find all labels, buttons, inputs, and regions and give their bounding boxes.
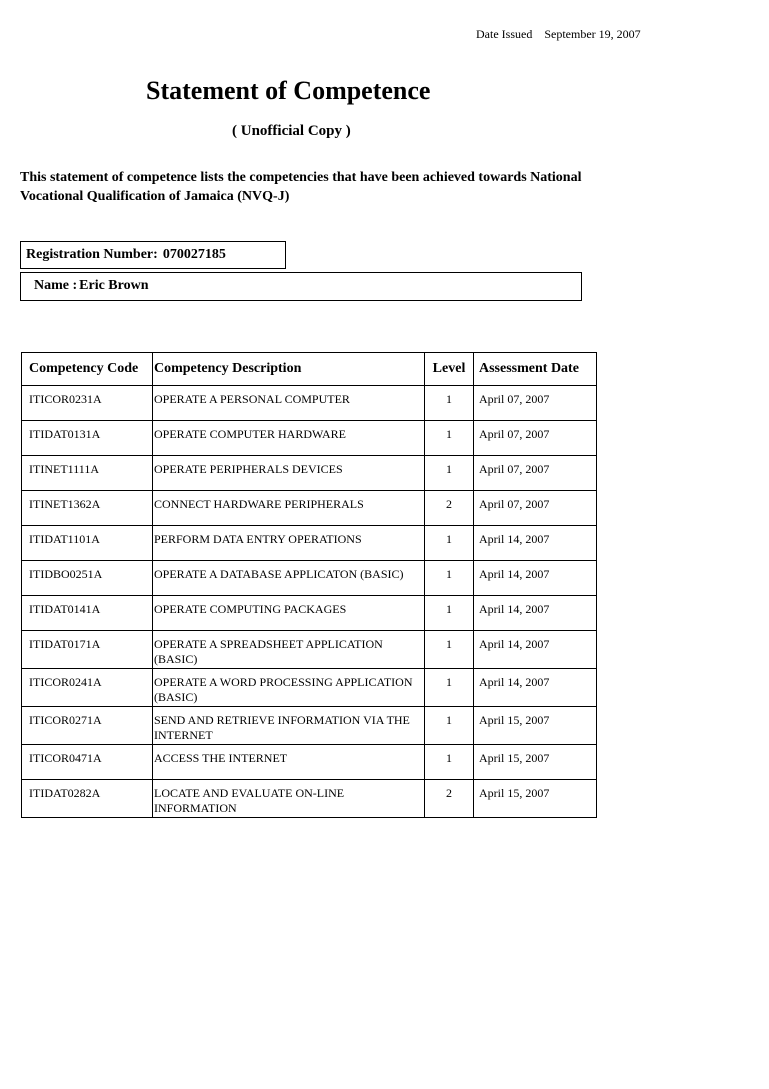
date-issued-value: September 19, 2007 — [544, 27, 641, 41]
cell-description: OPERATE COMPUTING PACKAGES — [153, 596, 425, 631]
page-subtitle: ( Unofficial Copy ) — [232, 123, 351, 139]
registration-value: 070027185 — [162, 247, 226, 262]
cell-date: April 07, 2007 — [474, 386, 597, 421]
table-row — [22, 456, 597, 491]
cell-level: 1 — [425, 421, 474, 456]
intro-paragraph: This statement of competence lists the competencies that have been achieved towards National Vocational Qualification of Jamaica (NVQ-J) — [20, 170, 582, 204]
table-row — [22, 780, 597, 818]
header-competency-description: Competency Description — [153, 353, 425, 386]
name-box — [20, 272, 582, 301]
table-row — [22, 596, 597, 631]
cell-description: SEND AND RETRIEVE INFORMATION VIA THE INTERNET — [153, 707, 425, 745]
cell-code: ITICOR0271A — [22, 707, 153, 745]
table-row — [22, 421, 597, 456]
name-label: Name : — [34, 278, 78, 293]
cell-code: ITICOR0231A — [22, 386, 153, 421]
table-row — [22, 631, 597, 669]
cell-description: ACCESS THE INTERNET — [153, 745, 425, 780]
table-row — [22, 386, 597, 421]
table-row — [22, 669, 597, 707]
cell-description: CONNECT HARDWARE PERIPHERALS — [153, 491, 425, 526]
date-issued — [476, 27, 641, 42]
header-level: Level — [425, 353, 474, 386]
cell-date: April 07, 2007 — [474, 421, 597, 456]
cell-description: OPERATE A DATABASE APPLICATON (BASIC) — [153, 561, 425, 596]
cell-code: ITIDAT0282A — [22, 780, 153, 818]
registration-label: Registration Number: — [26, 247, 158, 262]
cell-date: April 14, 2007 — [474, 596, 597, 631]
header-assessment-date: Assessment Date — [474, 353, 597, 386]
date-issued-label: Date Issued — [476, 27, 533, 41]
table-row — [22, 526, 597, 561]
cell-level: 1 — [425, 596, 474, 631]
table-row — [22, 745, 597, 780]
cell-level: 1 — [425, 526, 474, 561]
cell-description: OPERATE COMPUTER HARDWARE — [153, 421, 425, 456]
cell-date: April 15, 2007 — [474, 780, 597, 818]
cell-date: April 07, 2007 — [474, 456, 597, 491]
cell-code: ITICOR0241A — [22, 669, 153, 707]
cell-description: PERFORM DATA ENTRY OPERATIONS — [153, 526, 425, 561]
cell-level: 1 — [425, 745, 474, 780]
competency-table — [21, 352, 597, 818]
cell-description: LOCATE AND EVALUATE ON-LINE INFORMATION — [153, 780, 425, 818]
cell-date: April 15, 2007 — [474, 707, 597, 745]
cell-date: April 14, 2007 — [474, 631, 597, 669]
cell-level: 1 — [425, 386, 474, 421]
cell-description: OPERATE A PERSONAL COMPUTER — [153, 386, 425, 421]
table-row — [22, 707, 597, 745]
cell-code: ITICOR0471A — [22, 745, 153, 780]
competency-table-body — [22, 386, 597, 818]
registration-box — [20, 241, 286, 269]
cell-date: April 15, 2007 — [474, 745, 597, 780]
table-row — [22, 491, 597, 526]
cell-date: April 07, 2007 — [474, 491, 597, 526]
cell-description: OPERATE A SPREADSHEET APPLICATION (BASIC) — [153, 631, 425, 669]
cell-date: April 14, 2007 — [474, 526, 597, 561]
name-value: Eric Brown — [79, 278, 149, 293]
cell-level: 2 — [425, 780, 474, 818]
table-header-row — [22, 353, 597, 386]
cell-code: ITIDAT1101A — [22, 526, 153, 561]
cell-level: 1 — [425, 456, 474, 491]
cell-level: 1 — [425, 707, 474, 745]
cell-code: ITIDAT0171A — [22, 631, 153, 669]
cell-code: ITIDAT0141A — [22, 596, 153, 631]
cell-level: 1 — [425, 631, 474, 669]
cell-date: April 14, 2007 — [474, 669, 597, 707]
cell-level: 1 — [425, 561, 474, 596]
cell-code: ITIDAT0131A — [22, 421, 153, 456]
cell-date: April 14, 2007 — [474, 561, 597, 596]
cell-code: ITINET1362A — [22, 491, 153, 526]
header-competency-code: Competency Code — [22, 353, 153, 386]
cell-description: OPERATE A WORD PROCESSING APPLICATION (BASIC) — [153, 669, 425, 707]
cell-code: ITIDBO0251A — [22, 561, 153, 596]
cell-level: 1 — [425, 669, 474, 707]
cell-code: ITINET1111A — [22, 456, 153, 491]
page-title: Statement of Competence — [146, 76, 431, 105]
table-row — [22, 561, 597, 596]
cell-description: OPERATE PERIPHERALS DEVICES — [153, 456, 425, 491]
cell-level: 2 — [425, 491, 474, 526]
